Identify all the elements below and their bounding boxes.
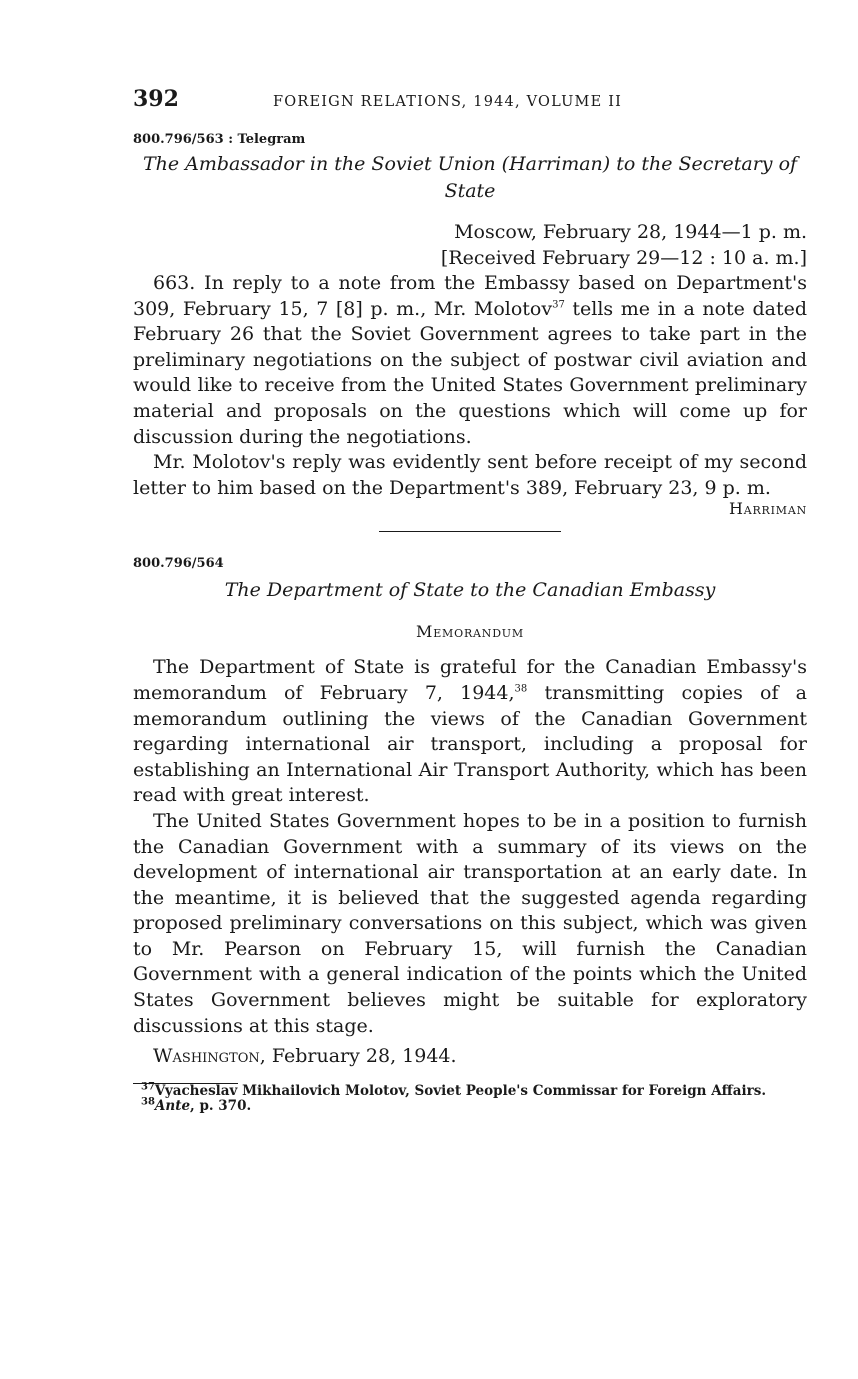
text-span: transmitting copies of a memorandum outlining the views of the Canadian Government regarding international air transport, including a proposal for establishing an International Air Transport Authority, which has been read with great interest.	[133, 681, 807, 807]
memo-paragraph-1	[133, 655, 807, 809]
received-line: [Received February 29—12 : 10 a. m.]	[440, 247, 807, 269]
file-number-1: 800.796/563 : Telegram	[133, 132, 306, 147]
memo-paragraph-2: The United States Government hopes to be in a position to furnish the Canadian Government with a summary of its views on the development of international air transportation at an early date. In the meantime, it is believed that the suggested agenda regarding proposed preliminary conversations on this subject, which was given to Mr. Pearson on February 15, will furnish the Canadian Government with a general indication of the points which the United States Government believes might be suitable for exploratory discussions at this stage.	[133, 809, 807, 1037]
footnote-italic: Ante	[154, 1098, 191, 1115]
closing-line	[133, 1043, 807, 1069]
document-title-2: The Department of State to the Canadian Embassy	[224, 579, 716, 602]
page-number: 392	[133, 86, 179, 112]
footnote-ref-37: 37	[552, 299, 565, 311]
footnote-number: 37	[141, 1081, 155, 1093]
footnote-text: Vyacheslav Mikhailovich Molotov, Soviet People's Commissar for Foreign Affairs.	[154, 1083, 767, 1100]
file-number-2: 800.796/564	[133, 556, 224, 572]
document-title-1: The Ambassador in the Soviet Union (Harriman) to the Secretary of State	[142, 153, 798, 202]
footnote-text: , p. 370.	[190, 1098, 252, 1115]
memorandum-heading: Memorandum	[416, 622, 524, 642]
section-divider	[379, 531, 561, 532]
signature: Harriman	[728, 499, 807, 519]
dateline: Moscow, February 28, 1944—1 p. m.	[454, 221, 807, 243]
text-span: tells me in a note dated February 26 that the Soviet Government agrees to take part in the preliminary negotiations on the subject of postwar civil aviation and would like to receive from the United States Government preliminary material and proposals on the questions which will come up for discussion during the negotiations.	[133, 297, 808, 448]
text-span: The Department of State is grateful for the Canadian Embassy's memorandum of February 7, 1944,	[133, 656, 807, 704]
telegram-paragraph-1	[133, 271, 807, 450]
running-header	[133, 86, 807, 118]
closing-date: , February 28, 1944.	[259, 1045, 457, 1068]
closing-place: Washington	[153, 1045, 260, 1068]
footnote-ref-38: 38	[514, 683, 528, 695]
text-span: 663. In reply to a note from the Embassy based on Department's 309, February 15, 7 [8] p. m., Mr. Molotov	[133, 272, 807, 320]
footnote-number: 38	[141, 1096, 155, 1108]
document-page	[133, 86, 807, 1114]
footnote-37	[133, 1081, 807, 1100]
running-title: FOREIGN RELATIONS, 1944, VOLUME II	[273, 94, 623, 110]
footnote-38	[133, 1096, 807, 1115]
telegram-paragraph-2: Mr. Molotov's reply was evidently sent before receipt of my second letter to him based on the Department's 389, February 23, 9 p. m.	[133, 451, 807, 499]
